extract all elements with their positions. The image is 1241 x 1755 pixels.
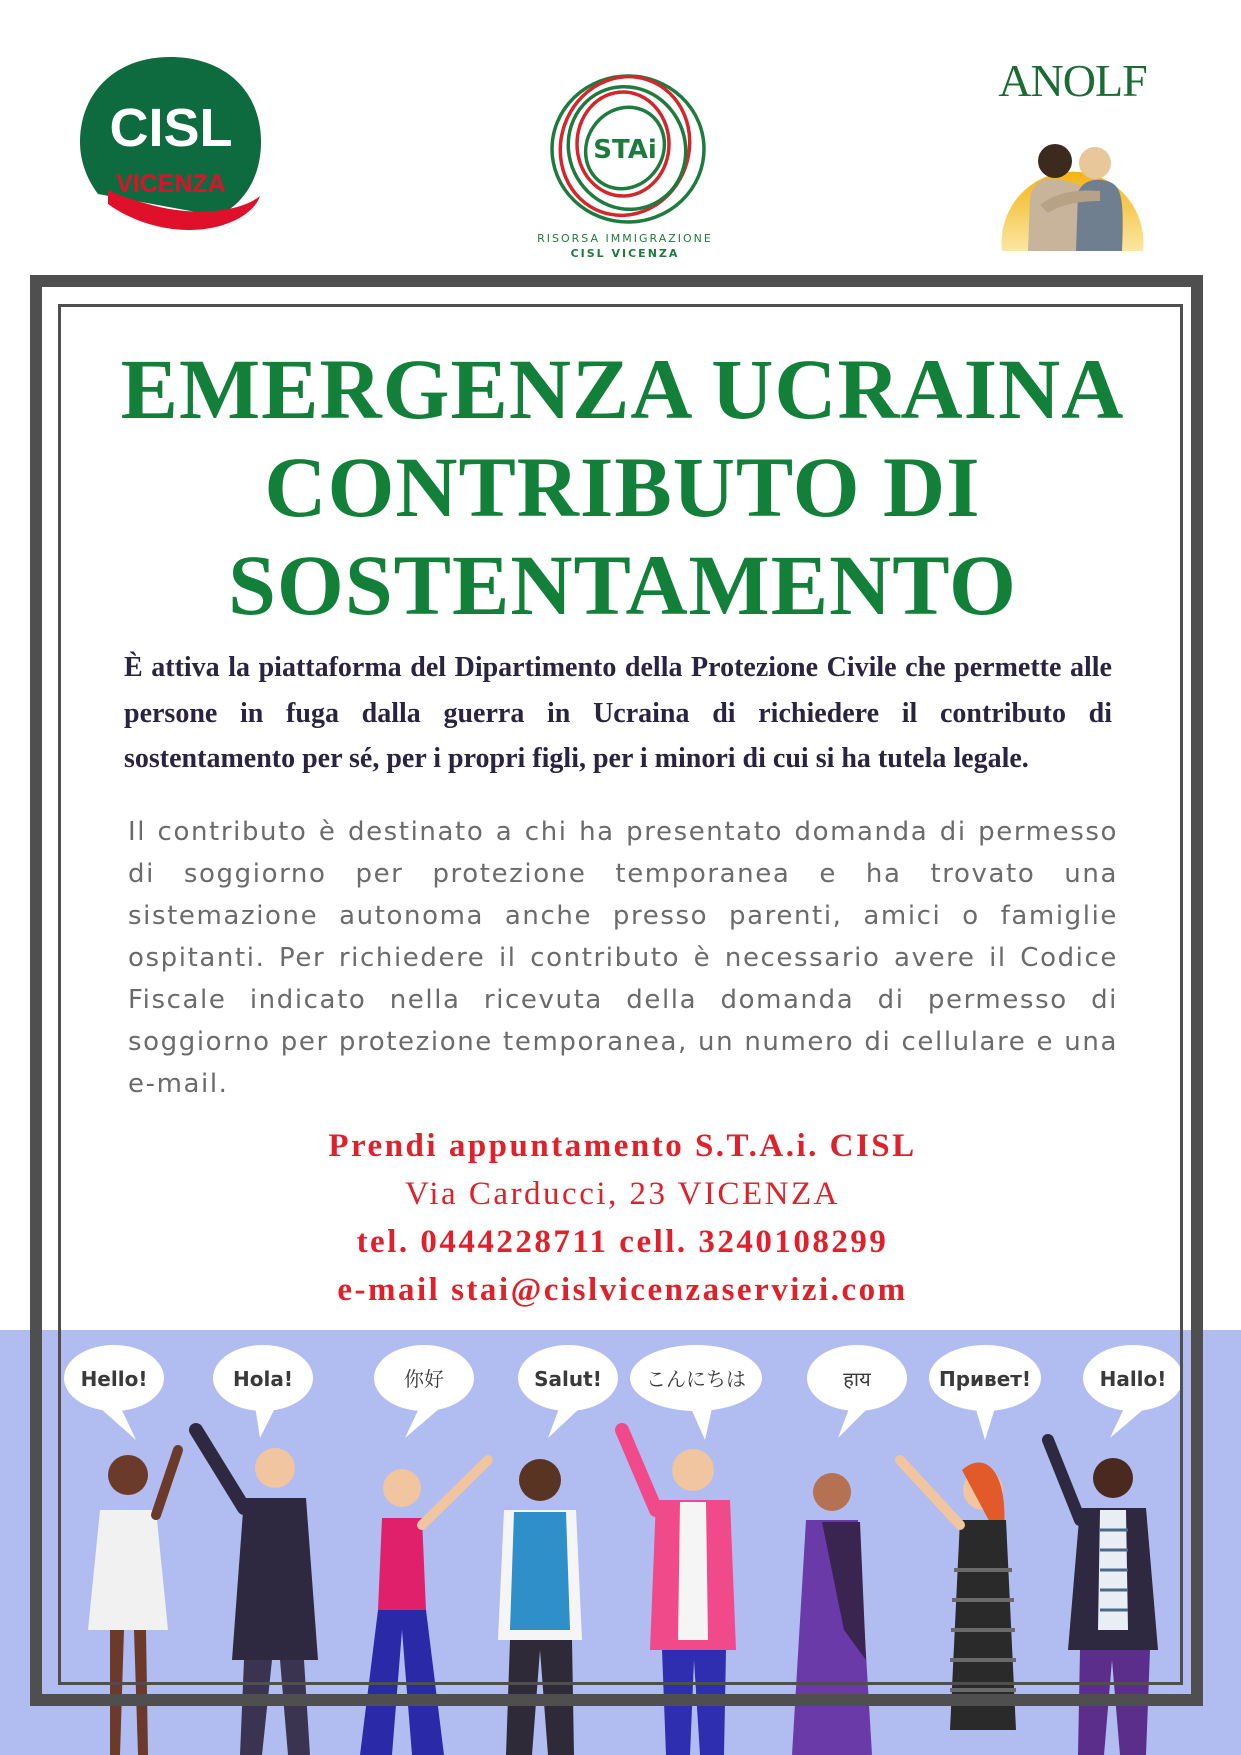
contact-appointment: Prendi appuntamento S.T.A.i. CISL <box>328 1128 917 1164</box>
stai-logo <box>535 66 715 266</box>
contact-address: Via Carducci, 23 VICENZA <box>405 1176 840 1212</box>
stai-logo-text: STAi <box>593 135 657 165</box>
intro-paragraph: È attiva la piattaforma del Dipartimento della Protezione Civile che permette alle persone in fuga dalla guerra in Ucraina di richiedere il contributo di sostentamento per sé, per i propri figli, per i minori di cui si ha tutela legale. <box>124 652 1112 774</box>
greeting-german: Hallo! <box>1099 1367 1167 1391</box>
greeting-spanish: Hola! <box>233 1367 293 1391</box>
body-paragraph: Il contributo è destinato a chi ha presentato domanda di permesso di soggiorno per protezione temporanea e ha trovato una sistemazione autonoma anche presso parenti, amici o famiglie ospitanti. Per richiedere il contributo è necessario avere il Codice Fiscale indicato nella ricevuta della domanda di permesso di soggiorno per protezione temporanea, un numero di cellulare e una e-mail. <box>128 817 1118 1099</box>
stai-rings-graphic <box>535 66 715 226</box>
title-line-3: SOSTENTAMENTO <box>228 537 1017 633</box>
cisl-logo-graphic <box>78 54 263 239</box>
anolf-logo <box>980 55 1165 258</box>
stai-caption-line2: CISL VICENZA <box>570 247 680 260</box>
greeting-english: Hello! <box>80 1367 148 1391</box>
contact-block <box>60 1122 1185 1314</box>
page-title <box>60 340 1185 634</box>
contact-email: e-mail stai@cislvicenzaservizi.com <box>337 1272 908 1308</box>
title-line-2: CONTRIBUTO DI <box>264 439 981 535</box>
anolf-children-picture <box>1000 113 1145 253</box>
greeting-russian: Привет! <box>938 1367 1032 1391</box>
greeting-hindi: हाय <box>843 1367 871 1391</box>
cisl-logo-bottom-text: VICENZA <box>116 170 226 198</box>
anolf-wordmark: ANOLF <box>998 55 1147 106</box>
contact-phone: tel. 0444228711 cell. 3240108299 <box>356 1224 889 1260</box>
stai-caption-line1: RISORSA IMMIGRAZIONE <box>537 232 713 245</box>
greeting-japanese: こんにちは <box>646 1367 746 1391</box>
greeting-french: Salut! <box>534 1367 602 1391</box>
title-line-1: EMERGENZA UCRAINA <box>120 341 1125 437</box>
greeting-chinese: 你好 <box>404 1367 444 1391</box>
cisl-vicenza-logo <box>78 54 263 239</box>
cisl-logo-top-text: CISL <box>109 98 233 158</box>
